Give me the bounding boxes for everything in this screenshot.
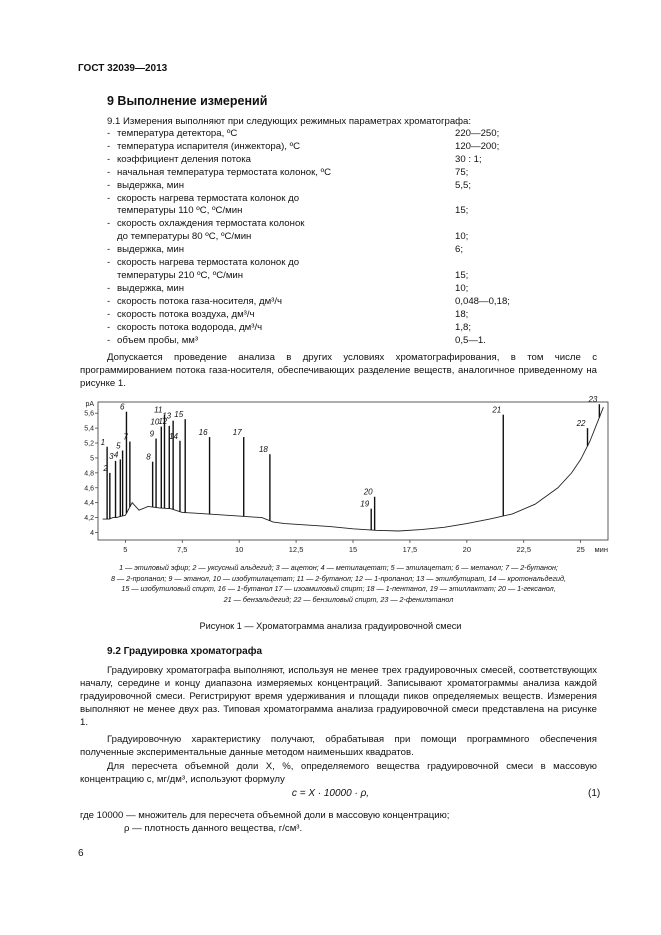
- section-9-title: 9 Выполнение измерений: [107, 94, 268, 108]
- parameter-row: [107, 128, 587, 141]
- parameter-row: [107, 322, 587, 335]
- parameter-bullet: -: [107, 166, 111, 178]
- x-tick-label: 17,5: [402, 545, 418, 554]
- parameter-label: выдержка, мин: [117, 244, 185, 256]
- parameter-label: выдержка, мин: [117, 282, 185, 294]
- plot-frame: [98, 402, 608, 540]
- parameter-label: температуры 110 ºС, ºС/мин: [117, 205, 243, 217]
- peak-label: 7: [123, 432, 128, 442]
- peak-label: 23: [588, 395, 598, 405]
- peak-label: 14: [169, 431, 178, 441]
- paragraph-characteristic: Градуировочную характеристику получают, обрабатывая при помощи программного обеспечения полученные экспериментальные данные методом наименьших квадратов.: [80, 734, 597, 758]
- peak-label: 4: [113, 450, 119, 460]
- parameter-row: [107, 296, 587, 309]
- parameter-bullet: -: [107, 321, 111, 333]
- parameter-value: 15;: [455, 205, 469, 217]
- peak-label: 10: [150, 417, 160, 427]
- parameter-label: до температуры 80 ºС, ºС/мин: [117, 231, 252, 243]
- peak-label: 1: [100, 437, 106, 447]
- section-9-1-intro: 9.1 Измерения выполняют при следующих режимных параметрах хроматографа:: [107, 116, 472, 127]
- formula-number: (1): [588, 788, 601, 799]
- parameter-row: [107, 218, 587, 231]
- x-tick-label: 10: [234, 545, 244, 554]
- peak-label: 18: [258, 445, 268, 455]
- parameter-value: 15;: [455, 269, 469, 281]
- baseline-trace: [100, 407, 604, 531]
- x-tick-label: 20: [462, 545, 472, 554]
- parameter-row: [107, 231, 587, 244]
- note-paragraph: Допускается проведение анализа в других условиях хроматографирования, в том числе с программированием потока газа-носителя, обеспечивающих разделение веществ, аналогичное приведенному на рисунке 1.: [80, 352, 597, 389]
- figure-title: Рисунок 1 — Хроматограмма анализа градуировочной смеси: [199, 621, 462, 631]
- chromatogram-chart: [78, 394, 618, 560]
- parameter-row: [107, 270, 587, 283]
- parameter-row: [107, 167, 587, 180]
- parameter-label: скорость потока воздуха, дм³/ч: [117, 308, 255, 320]
- formula: c = X · 10000 · ρ,: [291, 788, 370, 799]
- parameter-value: 10;: [455, 231, 469, 243]
- x-tick-label: 22,5: [516, 545, 532, 554]
- peak-label: 21: [492, 405, 502, 415]
- parameter-bullet: -: [107, 140, 111, 152]
- parameter-row: [107, 141, 587, 154]
- peak-label: 19: [360, 499, 370, 509]
- parameter-value: 10;: [455, 282, 469, 294]
- legend-line: 21 — бензальдегид; 22 — бензиловый спирт, 23 — 2-фенилэтанол: [223, 594, 454, 604]
- x-tick-label: 12,5: [288, 545, 304, 554]
- peak-label: 11: [154, 405, 163, 415]
- parameter-row: [107, 180, 587, 193]
- parameter-list: [107, 128, 587, 347]
- x-tick-label: 7,5: [177, 545, 188, 554]
- parameter-row: [107, 154, 587, 167]
- parameter-bullet: -: [107, 282, 111, 294]
- parameter-row: [107, 283, 587, 296]
- peak-label: 20: [363, 487, 373, 497]
- parameter-label: объем пробы, мм³: [117, 334, 199, 346]
- y-tick-label: 4,4: [84, 500, 94, 508]
- y-tick-label: 4,6: [84, 485, 94, 493]
- parameter-row: [107, 193, 587, 206]
- x-axis-label: мин: [594, 545, 608, 554]
- peak-label: 5: [116, 441, 121, 451]
- parameter-bullet: [107, 270, 117, 283]
- y-tick-label: 5,4: [84, 425, 94, 433]
- parameter-bullet: -: [107, 308, 111, 320]
- parameter-label: коэффициент деления потока: [117, 153, 251, 165]
- parameter-row: [107, 244, 587, 257]
- parameter-value: 5,5;: [455, 179, 472, 191]
- parameter-bullet: -: [107, 244, 111, 256]
- parameter-bullet: [107, 205, 117, 218]
- parameter-row: [107, 309, 587, 322]
- page-number: 6: [78, 848, 84, 859]
- parameter-bullet: -: [107, 192, 111, 204]
- parameter-value: 30 : 1;: [455, 153, 482, 165]
- parameter-bullet: -: [107, 128, 111, 139]
- parameter-bullet: -: [107, 334, 111, 346]
- parameter-label: скорость нагрева термостата колонок до: [117, 257, 300, 269]
- x-tick-label: 5: [123, 545, 128, 554]
- section-9-2-title: 9.2 Градуировка хроматографа: [107, 646, 263, 657]
- parameter-bullet: -: [107, 179, 111, 191]
- parameter-label: начальная температура термостата колонок, ºС: [117, 166, 332, 178]
- y-tick-label: 5: [90, 455, 94, 463]
- peak-label: 12: [158, 416, 168, 426]
- parameter-bullet: -: [107, 153, 111, 165]
- y-tick-label: 4,2: [84, 515, 94, 523]
- parameter-value: [455, 257, 585, 270]
- peak-label: 15: [174, 410, 184, 420]
- legend-caption: [80, 563, 597, 605]
- peak-label: 9: [149, 429, 155, 439]
- where-line-2: ρ — плотность данного вещества, г/см³.: [124, 823, 303, 834]
- parameter-label: температуры 210 ºС, ºС/мин: [117, 269, 244, 281]
- parameter-value: 0,048—0,18;: [455, 295, 510, 307]
- paragraph-calibration: Градуировку хроматографа выполняют, используя не менее трех градуировочных смесей, соответствующих началу, середине и концу диапазона измеряемых концентраций. Записывают хроматограммы анализа каждой градуировочной смеси. Регистрируют время удерживания и площади пиков определяемых веществ. Измерения выполняют не менее двух раз. Типовая хроматограмма анализа градуировочной смеси представлена на рисунке 1.: [80, 665, 597, 728]
- peak-label: 8: [146, 452, 151, 462]
- parameter-label: скорость нагрева термостата колонок до: [117, 192, 300, 204]
- x-tick-label: 15: [348, 545, 358, 554]
- document-header: ГОСТ 32039—2013: [78, 63, 168, 74]
- parameter-value: 220—250;: [455, 128, 500, 139]
- parameter-value: [455, 218, 585, 231]
- peak-label: 13: [162, 411, 172, 421]
- paragraph-conversion: Для пересчета объемной доли X, %, определяемого вещества градуировочной смеси в массовую концентрацию с, мг/дм³, используют формулу: [80, 761, 597, 785]
- parameter-label: температура испарителя (инжектора), ºС: [117, 140, 301, 152]
- parameter-label: температура детектора, ºС: [117, 128, 238, 139]
- x-tick-label: 25: [576, 545, 585, 554]
- parameter-row: [107, 205, 587, 218]
- parameter-label: скорость охлаждения термостата колонок: [117, 218, 305, 230]
- parameter-value: 18;: [455, 308, 469, 320]
- peak-label: 3: [109, 451, 114, 461]
- peak-label: 22: [576, 419, 586, 429]
- where-line-1: где 10000 — множитель для пересчета объемной доли в массовую концентрацию;: [80, 810, 450, 821]
- formula-explanation: [80, 809, 449, 835]
- parameter-bullet: -: [107, 218, 111, 230]
- y-axis-label: pA: [85, 401, 94, 408]
- parameter-label: выдержка, мин: [117, 179, 185, 191]
- y-tick-label: 4,8: [84, 470, 94, 478]
- parameter-value: 75;: [455, 166, 469, 178]
- parameter-row: [107, 335, 587, 348]
- legend-line: 1 — этиловый эфир; 2 — уксусный альдегид; 3 — ацетон; 4 — метилацетат; 5 — этилацетат; 6 — метанол; 7 — 2-бутанон;: [119, 563, 558, 572]
- legend-line: 15 — изобутиловый спирт, 16 — 1-бутанол 17 — изоамиловый спирт; 18 — 1-пентанол, 19 — этиллактат; 20 — 1-гексанол,: [121, 584, 556, 593]
- parameter-bullet: [107, 231, 117, 244]
- y-tick-label: 4: [90, 530, 94, 538]
- parameter-value: 6;: [455, 244, 464, 256]
- legend-line: 8 — 2-пропанол; 9 — этанол, 10 — изобутилацетат; 11 — 2-бутанол; 12 — 1-пропанол; 13 — этилбутират, 14 — кротональдегид,: [111, 573, 566, 583]
- parameter-value: 0,5—1.: [455, 334, 486, 346]
- peak-label: 2: [103, 463, 108, 473]
- peak-label: 6: [120, 402, 125, 412]
- parameter-label: скорость потока газа-носителя, дм³/ч: [117, 295, 283, 307]
- parameter-bullet: -: [107, 295, 111, 307]
- parameter-row: [107, 257, 587, 270]
- parameter-value: 120—200;: [455, 140, 500, 152]
- parameter-bullet: -: [107, 257, 111, 269]
- y-tick-label: 5,2: [84, 440, 94, 448]
- parameter-value: [455, 193, 585, 206]
- peak-label: 16: [198, 428, 208, 438]
- peak-label: 17: [232, 428, 242, 438]
- y-tick-label: 5,6: [84, 410, 94, 418]
- parameter-value: 1,8;: [455, 321, 472, 333]
- parameter-label: скорость потока водорода, дм³/ч: [117, 321, 263, 333]
